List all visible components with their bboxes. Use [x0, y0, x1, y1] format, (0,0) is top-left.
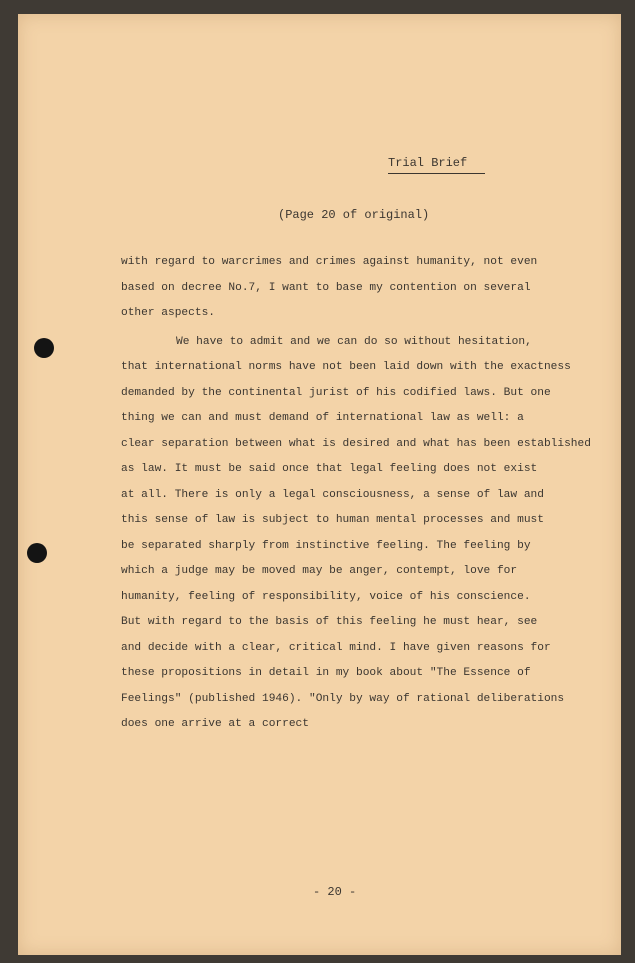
text-line: clear separation between what is desired and what has been established [121, 437, 591, 450]
text-line: which a judge may be moved may be anger, contempt, love for [121, 565, 518, 577]
text-line: Feelings" (published 1946). "Only by way of rational deliberations [121, 692, 565, 705]
text-line: But with regard to the basis of this feeling he must hear, see [121, 616, 538, 628]
text-line: thing we can and must demand of international law as well: a [121, 412, 524, 424]
document-title: Trial Brief [388, 155, 485, 174]
text-line: with regard to warcrimes and crimes against humanity, not even [121, 256, 538, 268]
text-line: does one arrive at a correct [121, 718, 309, 730]
punch-hole-upper [34, 338, 54, 358]
text-line: that international norms have not been laid down with the exactness [121, 361, 571, 373]
text-line: We have to admit and we can do so without hesitation, [176, 335, 532, 348]
text-line: and decide with a clear, critical mind. I have given reasons for [121, 641, 551, 654]
text-line: be separated sharply from instinctive feeling. The feeling by [121, 539, 531, 552]
text-line: at all. There is only a legal consciousness, a sense of law and [121, 488, 544, 501]
page-number: - 20 - [313, 885, 357, 899]
text-line: based on decree No.7, I want to base my contention on several [121, 281, 531, 294]
original-page-reference: (Page 20 of original) [278, 208, 430, 222]
text-line: demanded by the continental jurist of his codified laws. But one [121, 386, 551, 399]
text-line: as law. It must be said once that legal feeling does not exist [121, 463, 538, 475]
text-line: these propositions in detail in my book about "The Essence of [121, 667, 531, 679]
text-line: other aspects. [121, 307, 215, 319]
punch-hole-lower [27, 543, 47, 563]
body-text [121, 254, 591, 742]
text-line: this sense of law is subject to human mental processes and must [121, 514, 544, 526]
text-line: humanity, feeling of responsibility, voice of his conscience. [121, 590, 531, 603]
